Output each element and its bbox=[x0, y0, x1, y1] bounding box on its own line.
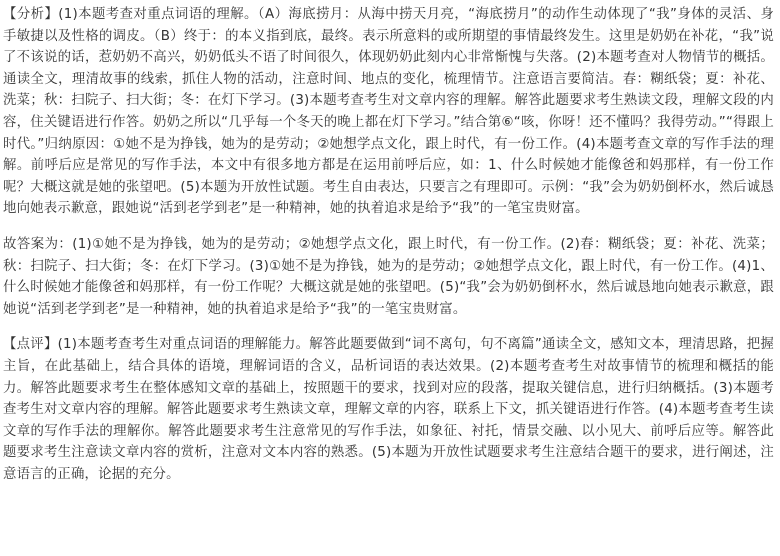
analysis-paragraph: 【分析】(1)本题考查对重点词语的理解。（A）海底捞月：从海中捞天月亮，“海底捞月”的动作生动体现了“我”身体的灵活、身手敏捷以及性格的调皮。（B）终于：的本义指到底，最终。表示所意料的或所期望的事情最终发生。这里是奶奶在补花，“我”说了不该说的话，惹奶奶不高兴，奶奶低头不语了时间很久，体现奶奶此刻内心非常惭愧与失落。(2)本题考查对人物情节的概括。通读全文，理清故事的线索，抓住人物的活动，注意时间、地点的变化，梳理情节。注意语言要简洁。春：糊纸袋；夏：补花、洗菜；秋：扫院子、扫大街；冬：在灯下学习。(3)本题考查考生对文章内容的理解。解答此题要求考生熟读文段，理解文段的内容，住关键语进行作答。奶奶之所以“几乎每一个冬天的晚上都在灯下学习。”结合第⑥“咳，你呀！还不懂吗？我得劳动。”“得跟上时代。”归纳原因：①她不是为挣钱，她为的是劳动；②她想学点文化，跟上时代，有一份工作。(4)本题考查文章的写作手法的理解。前呼后应是常见的写作手法，本文中有很多地方都是在运用前呼后应，如：1、什么时候她才能像爸和妈那样，有一份工作呢？大概这就是她的张望吧。(5)本题为开放性试题。考生自由表达，只要言之有理即可。示例：“我”会为奶奶倒杯水，然后诚恳地向她表示歉意，跟她说“活到老学到老”是一种精神，她的执着追求是给予“我”的一笔宝贵财富。 bbox=[3, 7, 774, 217]
analysis-section bbox=[3, 4, 774, 220]
comment-paragraph: 【点评】(1)本题考查考生对重点词语的理解能力。解答此题要做到“词不离句，句不离篇”通读全文，感知文本，理清思路，把握主旨，在此基础上，结合具体的语境，理解词语的含义，品析词语的表达效果。(2)本题考查考生对故事情节的梳理和概括的能力。解答此题要求考生在整体感知文章的基础上，按照题干的要求，找到对应的段落，提取关键信息，进行归纳概括。(3)本题考查考生对文章内容的理解。解答此题要求考生熟读文章，理解文章的内容，联系上下文，抓关键语进行作答。(4)本题考查考生读文章的写作手法的理解你。解答此题要求考生注意常见的写作手法，如象征、衬托，情景交融、以小见大、前呼后应等。解答此题要求考生注意读文章内容的赏析，注意对文本内容的熟悉。(5)本题为开放性试题要求考生注意结合题干的要求，进行阐述，注意语言的正确，论据的充分。 bbox=[3, 337, 774, 482]
answer-paragraph: 故答案为：(1)①她不是为挣钱，她为的是劳动；②她想学点文化，跟上时代，有一份工作。(2)春：糊纸袋；夏：补花、洗菜；秋：扫院子、扫大街；冬：在灯下学习。(3)①她不是为挣钱，她为的是劳动；②她想学点文化，跟上时代，有一份工作。(4)1、什么时候她才能像爸和妈那样，有一份工作呢？大概这就是她的张望吧。(5)“我”会为奶奶倒杯水，然后诚恳地向她表示歉意，跟她说“活到老学到老”是一种精神，她的执着追求是给予“我”的一笔宝贵财富。 bbox=[3, 236, 774, 317]
answer-section bbox=[3, 234, 774, 320]
comment-section bbox=[3, 334, 774, 485]
